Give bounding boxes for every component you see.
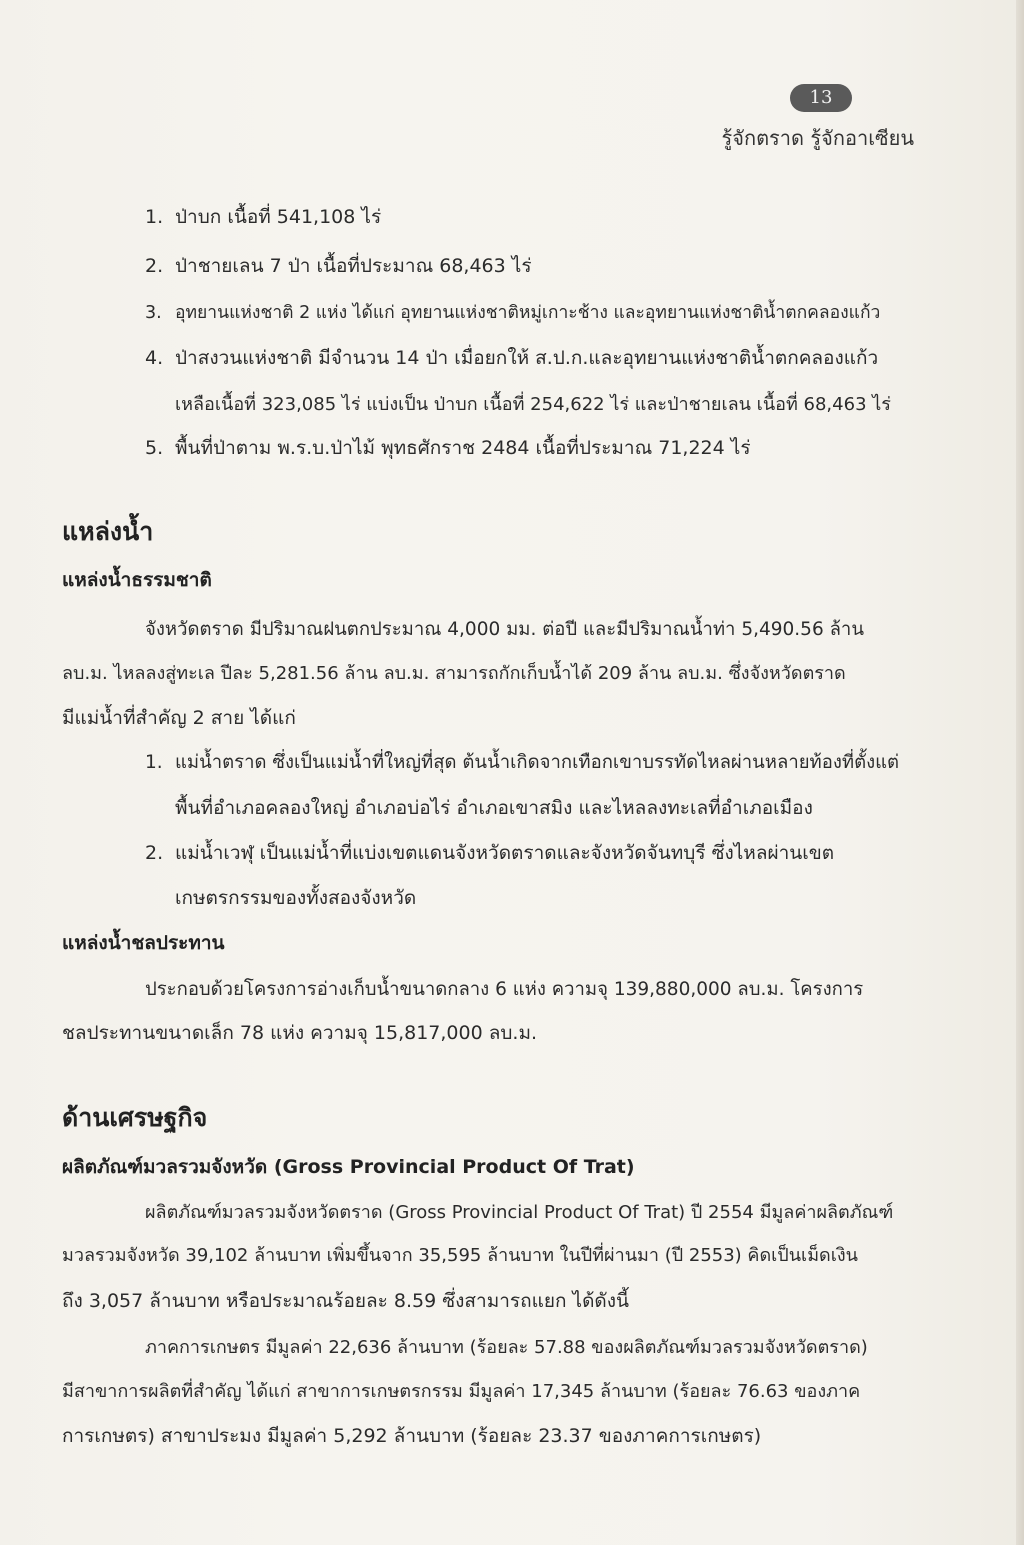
list-number: 5. bbox=[145, 437, 164, 459]
list-text: ป่าสงวนแห่งชาติ มีจำนวน 14 ป่า เมื่อยกให้ ส.ป.ก.และอุทยานแห่งชาติน้ำตกคลองแก้ว bbox=[175, 347, 879, 369]
section-heading-economy: ด้านเศรษฐกิจ bbox=[62, 1103, 208, 1132]
section-heading-water: แหล่งน้ำ bbox=[62, 517, 154, 546]
list-number: 2. bbox=[145, 255, 164, 277]
list-text: แม่น้ำเวฬุ เป็นแม่น้ำที่แบ่งเขตแดนจังหวัดตราดและจังหวัดจันทบุรี ซึ่งไหลผ่านเขต bbox=[175, 842, 835, 864]
paragraph-line: การเกษตร) สาขาประมง มีมูลค่า 5,292 ล้านบาท (ร้อยละ 23.37 ของภาคการเกษตร) bbox=[62, 1425, 762, 1447]
paragraph-line: มีแม่น้ำที่สำคัญ 2 สาย ได้แก่ bbox=[62, 707, 296, 729]
list-item bbox=[145, 300, 880, 326]
running-title: รู้จักตราด รู้จักอาเซียน bbox=[721, 126, 914, 150]
list-number: 2. bbox=[145, 842, 164, 864]
paragraph-line: ลบ.ม. ไหลลงสู่ทะเล ปีละ 5,281.56 ล้าน ลบ.ม. สามารถกักเก็บน้ำได้ 209 ล้าน ลบ.ม. ซึ่งจังหวัดตราด bbox=[62, 663, 846, 684]
paragraph-line: ผลิตภัณฑ์มวลรวมจังหวัดตราด (Gross Provincial Product Of Trat) ปี 2554 มีมูลค่าผลิตภัณฑ์ bbox=[145, 1202, 894, 1223]
list-item bbox=[145, 750, 899, 776]
paragraph-line: มีสาขาการผลิตที่สำคัญ ได้แก่ สาขาการเกษตรกรรม มีมูลค่า 17,345 ล้านบาท (ร้อยละ 76.63 ของภาค bbox=[62, 1381, 861, 1402]
subheading-irrigation: แหล่งน้ำชลประทาน bbox=[62, 932, 225, 954]
list-item-continuation: พื้นที่อำเภอคลองใหญ่ อำเภอบ่อไร่ อำเภอเขาสมิง และไหลลงทะเลที่อำเภอเมือง bbox=[175, 797, 813, 819]
list-item-continuation: เหลือเนื้อที่ 323,085 ไร่ แบ่งเป็น ป่าบก เนื้อที่ 254,622 ไร่ และป่าชายเลน เนื้อที่ 68,463 ไร่ bbox=[175, 394, 891, 415]
list-item bbox=[145, 253, 532, 279]
subheading-gpp: ผลิตภัณฑ์มวลรวมจังหวัด (Gross Provincial Product Of Trat) bbox=[62, 1156, 635, 1178]
list-item bbox=[145, 204, 381, 230]
list-text: แม่น้ำตราด ซึ่งเป็นแม่น้ำที่ใหญ่ที่สุด ต้นน้ำเกิดจากเทือกเขาบรรทัดไหลผ่านหลายท้องที่ตั้งแต่ bbox=[175, 752, 900, 773]
list-text: อุทยานแห่งชาติ 2 แห่ง ได้แก่ อุทยานแห่งชาติหมู่เกาะช้าง และอุทยานแห่งชาติน้ำตกคลองแก้ว bbox=[175, 303, 881, 323]
paragraph-line: ถึง 3,057 ล้านบาท หรือประมาณร้อยละ 8.59 ซึ่งสามารถแยก ได้ดังนี้ bbox=[62, 1290, 630, 1312]
list-item bbox=[145, 435, 751, 461]
page-number-badge: 13 bbox=[790, 84, 852, 112]
paragraph-line: จังหวัดตราด มีปริมาณฝนตกประมาณ 4,000 มม. ต่อปี และมีปริมาณน้ำท่า 5,490.56 ล้าน bbox=[145, 619, 864, 640]
list-text: ป่าบก เนื้อที่ 541,108 ไร่ bbox=[175, 206, 382, 228]
list-number: 3. bbox=[145, 303, 162, 323]
paragraph-line: มวลรวมจังหวัด 39,102 ล้านบาท เพิ่มขึ้นจาก 35,595 ล้านบาท ในปีที่ผ่านมา (ปี 2553) คิดเป็นเม็ดเงิน bbox=[62, 1245, 858, 1266]
page-edge bbox=[1016, 0, 1024, 1545]
list-text: ป่าชายเลน 7 ป่า เนื้อที่ประมาณ 68,463 ไร่ bbox=[175, 255, 532, 277]
list-number: 4. bbox=[145, 347, 164, 369]
list-item bbox=[145, 840, 834, 866]
list-number: 1. bbox=[145, 206, 164, 228]
paragraph-line: ประกอบด้วยโครงการอ่างเก็บน้ำขนาดกลาง 6 แห่ง ความจุ 139,880,000 ลบ.ม. โครงการ bbox=[145, 979, 864, 1000]
list-text: พื้นที่ป่าตาม พ.ร.บ.ป่าไม้ พุทธศักราช 2484 เนื้อที่ประมาณ 71,224 ไร่ bbox=[175, 437, 751, 459]
list-number: 1. bbox=[145, 752, 163, 773]
paragraph-line: ชลประทานขนาดเล็ก 78 แห่ง ความจุ 15,817,000 ลบ.ม. bbox=[62, 1022, 538, 1044]
subheading-natural-water: แหล่งน้ำธรรมชาติ bbox=[62, 569, 212, 591]
list-item-continuation: เกษตรกรรมของทั้งสองจังหวัด bbox=[175, 887, 417, 909]
paragraph-line: ภาคการเกษตร มีมูลค่า 22,636 ล้านบาท (ร้อยละ 57.88 ของผลิตภัณฑ์มวลรวมจังหวัดตราด) bbox=[145, 1337, 868, 1358]
list-item bbox=[145, 345, 878, 371]
